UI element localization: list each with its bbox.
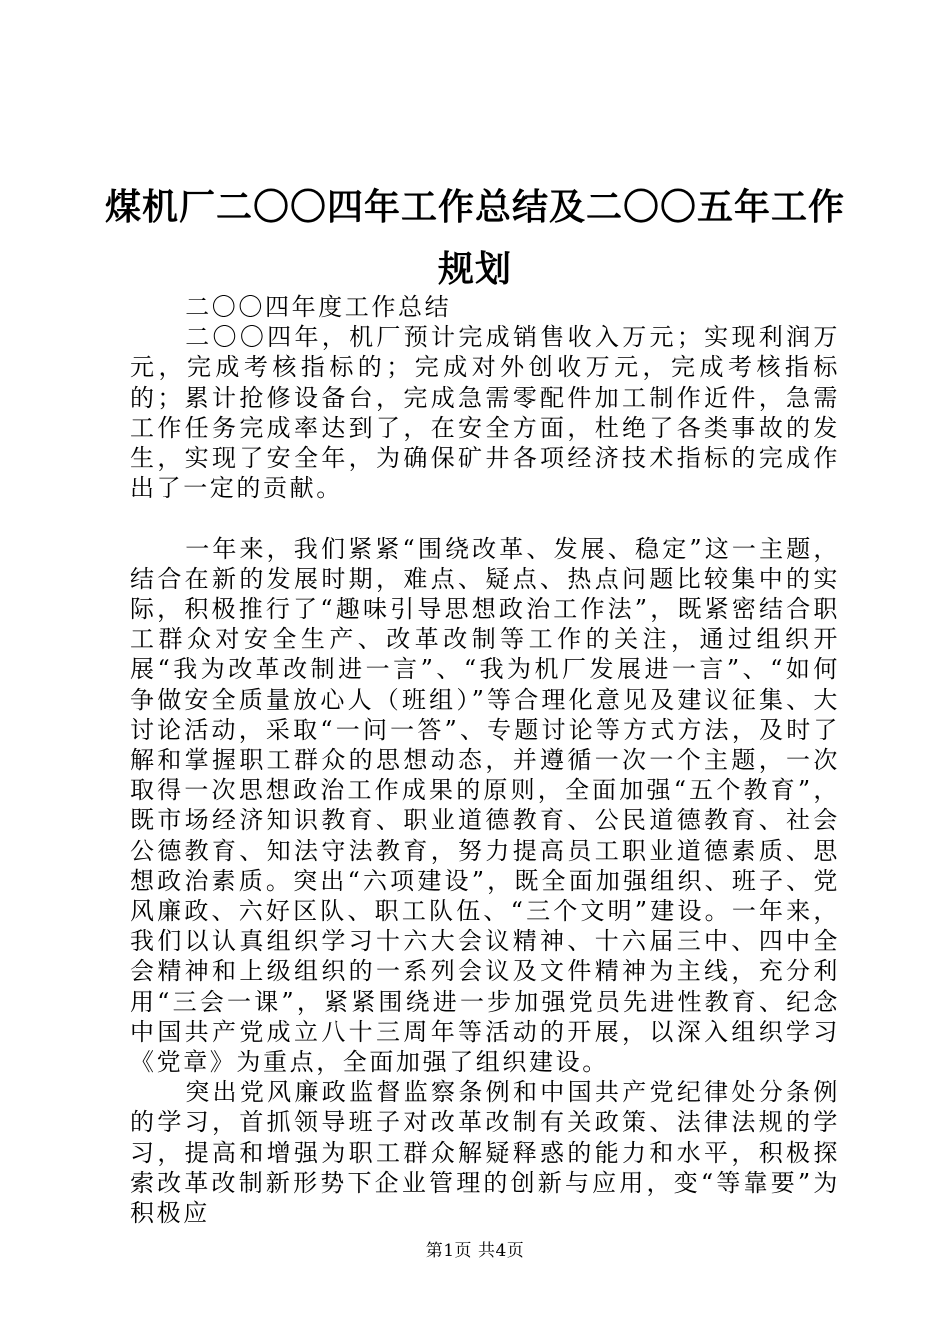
paragraph-spacer <box>130 503 840 533</box>
section-heading: 二〇〇四年度工作总结 <box>185 293 452 321</box>
page-footer: 第1页 共4页 <box>425 1241 525 1261</box>
body-paragraph-2: 一年来，我们紧紧“围绕改革、发展、稳定”这一主题，结合在新的发展时期，难点、疑点、热点问题比较集中的实际，积极推行了“趣味引导思想政治工作法”，既紧密结合职工群众对安全生产、改革改制等工作的关注，通过组织开展“我为改革改制进一言”、“我为机厂发展进一言”、“如何争做安全质量放心人（班组）”等合理化意见及建议征集、大讨论活动，采取“一问一答”、专题讨论等方式方法，及时了解和掌握职工群众的思想动态，并遵循一次一个主题，一次取得一次思想政治工作成果的原则，全面加强“五个教育”，既市场经济知识教育、职业道德教育、公民道德教育、社会公德教育、知法守法教育，努力提高员工职业道德素质、思想政治素质。突出“六项建设”，既全面加强组织、班子、党风廉政、六好区队、职工队伍、“三个文明”建设。一年来，我们以认真组织学习十六大会议精神、十六届三中、四中全会精神和上级组织的一系列会议及文件精神为主线，充分利用“三会一课”，紧紧围绕进一步加强党员先进性教育、纪念中国共产党成立八十三周年等活动的开展，以深入组织学习《党章》为重点，全面加强了组织建设。 <box>130 534 840 1077</box>
document-body <box>130 292 840 1228</box>
body-paragraph-3: 突出党风廉政监督监察条例和中国共产党纪律处分条例的学习，首抓领导班子对改革改制有关政策、法律法规的学习，提高和增强为职工群众解疑释惑的能力和水平，积极探索改革改制新形势下企业管理的创新与应用，变“等靠要”为积极应 <box>130 1078 840 1228</box>
document-title: 煤机厂二〇〇四年工作总结及二〇〇五年工作规划 <box>104 186 845 290</box>
body-paragraph-1: 二〇〇四年，机厂预计完成销售收入万元；实现利润万元，完成考核指标的；完成对外创收万元，完成考核指标的；累计抢修设备台，完成急需零配件加工制作近件，急需工作任务完成率达到了，在安全方面，杜绝了各类事故的发生，实现了安全年，为确保矿井各项经济技术指标的完成作出了一定的贡献。 <box>130 323 840 503</box>
